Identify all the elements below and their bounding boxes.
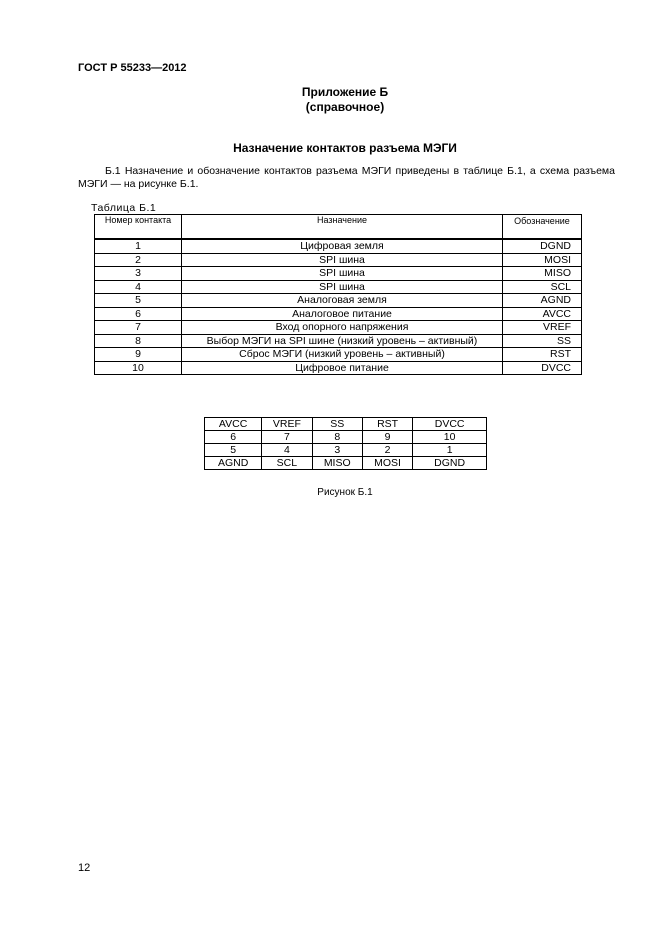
cell-number: 9: [95, 348, 182, 362]
cell-number: 2: [95, 253, 182, 267]
pinout-cell: 7: [262, 431, 312, 444]
cell-purpose: Сброс МЭГИ (низкий уровень – активный): [182, 348, 503, 362]
cell-purpose: Вход опорного напряжения: [182, 321, 503, 335]
pinout-cell: 10: [413, 431, 487, 444]
pinout-row: [205, 431, 487, 444]
cell-purpose: SPI шина: [182, 267, 503, 281]
pinout-cell: 6: [205, 431, 262, 444]
cell-number: 7: [95, 321, 182, 335]
connector-pinout-figure: [204, 417, 487, 470]
table-row: [95, 334, 582, 348]
pinout-cell: 9: [362, 431, 412, 444]
pinout-row: [205, 418, 487, 431]
cell-purpose: Аналоговое питание: [182, 307, 503, 321]
cell-number: 4: [95, 280, 182, 294]
table-row: [95, 361, 582, 375]
cell-designation: DVCC: [503, 361, 582, 375]
cell-number: 6: [95, 307, 182, 321]
table-row: [95, 348, 582, 362]
cell-designation: RST: [503, 348, 582, 362]
table-row: [95, 280, 582, 294]
header-designation: Обозначение: [503, 215, 582, 240]
cell-number: 1: [95, 239, 182, 253]
page-number: 12: [78, 862, 91, 874]
pinout-cell: 1: [413, 444, 487, 457]
table-row: [95, 307, 582, 321]
cell-designation: DGND: [503, 239, 582, 253]
intro-paragraph: Б.1 Назначение и обозначение контактов разъема МЭГИ приведены в таблице Б.1, а схема разъема МЭГИ — на рисунке Б.1.: [78, 165, 615, 190]
pinout-cell: 4: [262, 444, 312, 457]
pinout-cell: VREF: [262, 418, 312, 431]
pinout-cell: DGND: [413, 457, 487, 470]
pinout-cell: 3: [312, 444, 362, 457]
header-purpose: Назначение: [182, 215, 503, 240]
table-row: [95, 239, 582, 253]
cell-designation: AVCC: [503, 307, 582, 321]
section-title: Назначение контактов разъема МЭГИ: [233, 141, 457, 155]
cell-designation: MISO: [503, 267, 582, 281]
appendix-title: Приложение Б: [301, 85, 389, 99]
table-row: [95, 253, 582, 267]
table-body: [95, 239, 582, 375]
cell-number: 8: [95, 334, 182, 348]
cell-purpose: Цифровое питание: [182, 361, 503, 375]
cell-purpose: SPI шина: [182, 280, 503, 294]
pinout-cell: DVCC: [413, 418, 487, 431]
cell-designation: MOSI: [503, 253, 582, 267]
figure-caption: Рисунок Б.1: [317, 487, 373, 498]
pinout-cell: AGND: [205, 457, 262, 470]
cell-purpose: Аналоговая земля: [182, 294, 503, 308]
table-caption: Таблица Б.1: [91, 202, 157, 214]
cell-purpose: Выбор МЭГИ на SPI шине (низкий уровень – активный): [182, 334, 503, 348]
pinout-row: [205, 457, 487, 470]
cell-designation: SS: [503, 334, 582, 348]
header-number: Номер контакта: [95, 215, 182, 240]
cell-number: 3: [95, 267, 182, 281]
cell-number: 10: [95, 361, 182, 375]
appendix-subtitle: (справочное): [305, 100, 385, 114]
pinout-cell: SS: [312, 418, 362, 431]
standard-header: ГОСТ Р 55233—2012: [78, 62, 187, 74]
cell-purpose: SPI шина: [182, 253, 503, 267]
table-row: [95, 294, 582, 308]
contacts-table: [94, 214, 582, 375]
pinout-cell: 5: [205, 444, 262, 457]
cell-designation: VREF: [503, 321, 582, 335]
pinout-body: [205, 418, 487, 470]
cell-number: 5: [95, 294, 182, 308]
pinout-cell: RST: [362, 418, 412, 431]
pinout-cell: SCL: [262, 457, 312, 470]
pinout-cell: 8: [312, 431, 362, 444]
pinout-cell: MISO: [312, 457, 362, 470]
table-row: [95, 267, 582, 281]
cell-designation: SCL: [503, 280, 582, 294]
cell-designation: AGND: [503, 294, 582, 308]
pinout-cell: AVCC: [205, 418, 262, 431]
pinout-cell: 2: [362, 444, 412, 457]
pinout-row: [205, 444, 487, 457]
pinout-cell: MOSI: [362, 457, 412, 470]
table-row: [95, 321, 582, 335]
table-header-row: [95, 215, 582, 240]
cell-purpose: Цифровая земля: [182, 239, 503, 253]
